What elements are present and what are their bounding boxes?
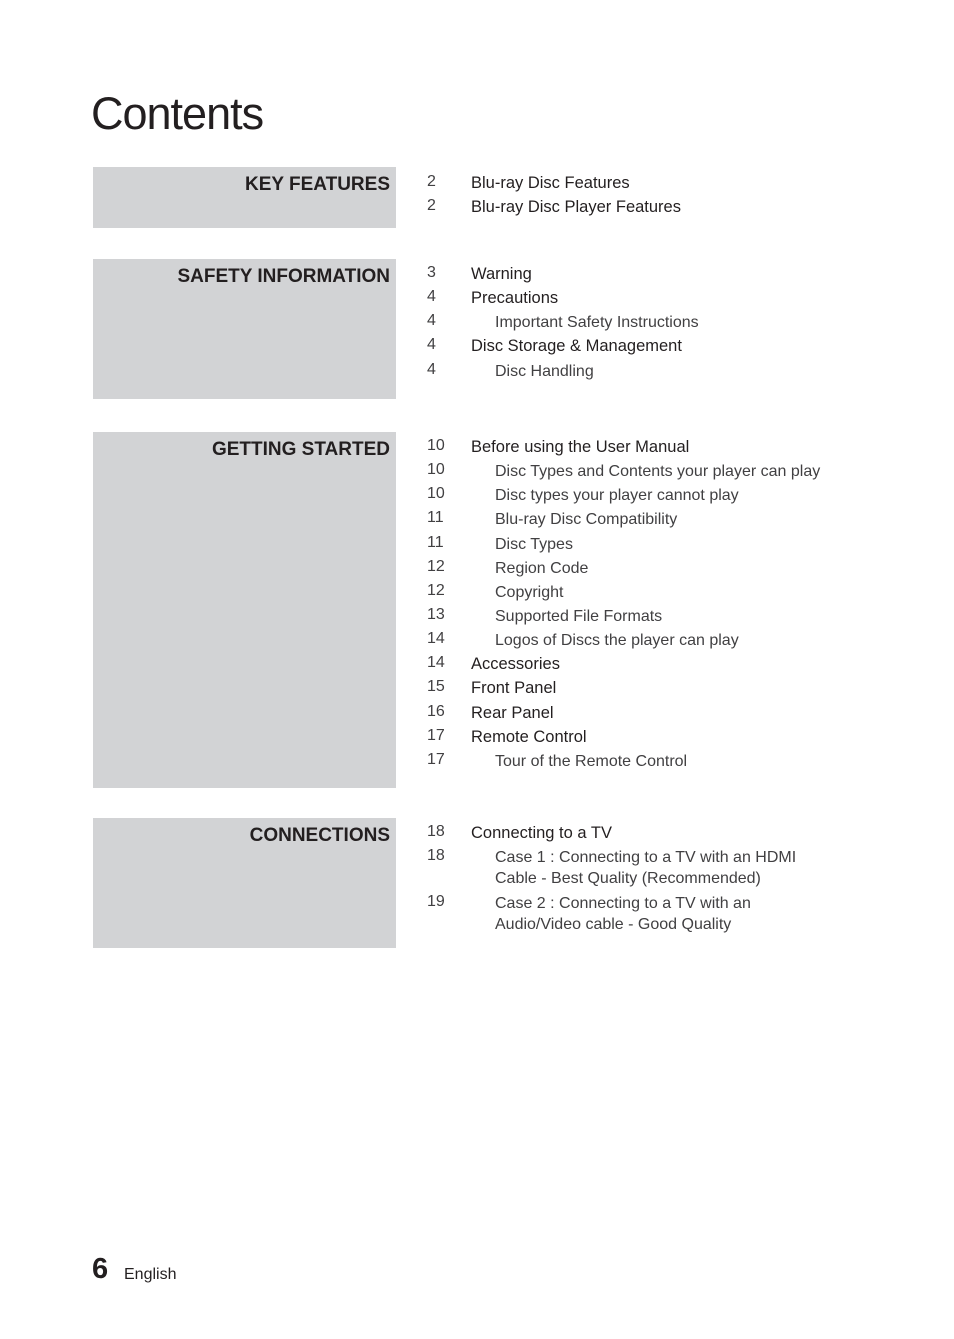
toc-title: Precautions: [471, 289, 559, 308]
toc-list-key-features: [427, 173, 847, 221]
toc-page-number: 17: [427, 750, 445, 768]
toc-entry[interactable]: [427, 582, 847, 606]
toc-page-number: 4: [427, 312, 436, 330]
toc-title: Rear Panel: [471, 703, 554, 722]
toc-page-number: 10: [427, 485, 445, 503]
toc-title: Supported File Formats: [495, 607, 663, 625]
toc-page-number: 13: [427, 605, 445, 623]
toc-title: Disc types your player cannot play: [495, 487, 739, 505]
toc-title: Blu-ray Disc Compatibility: [495, 511, 678, 529]
toc-entry[interactable]: [427, 509, 847, 533]
toc-entry[interactable]: [427, 485, 847, 509]
toc-title: Logos of Discs the player can play: [495, 632, 739, 650]
toc-title: Blu-ray Disc Player Features: [471, 198, 681, 217]
page-title: Contents: [91, 88, 264, 139]
toc-page-number: 17: [427, 726, 445, 744]
toc-page-number: 2: [427, 197, 436, 215]
toc-page-number: 4: [427, 288, 436, 306]
toc-entry[interactable]: [427, 893, 847, 939]
toc-entry[interactable]: [427, 197, 847, 221]
toc-entry[interactable]: [427, 534, 847, 558]
toc-page-number: 4: [427, 336, 436, 354]
toc-entry[interactable]: [427, 703, 847, 727]
toc-page-number: 14: [427, 630, 445, 648]
toc-title: Blu-ray Disc Features: [471, 174, 630, 192]
toc-entry[interactable]: [427, 727, 847, 751]
toc-entry[interactable]: [427, 437, 847, 461]
toc-page-number: 19: [427, 893, 445, 911]
toc-entry[interactable]: [427, 264, 847, 288]
toc-page-number: 10: [427, 437, 445, 454]
toc-entry[interactable]: [427, 361, 847, 385]
section-heading: KEY FEATURES: [245, 174, 390, 195]
toc-entry[interactable]: [427, 461, 847, 485]
toc-title: Case 1 : Connecting to a TV with an HDMI Cable - Best Quality (Recommended): [495, 849, 797, 888]
toc-title: Connecting to a TV: [471, 824, 612, 842]
toc-entry[interactable]: [427, 312, 847, 336]
toc-title: Before using the User Manual: [471, 438, 690, 456]
toc-page-number: 10: [427, 461, 445, 479]
footer-page-number: 6: [92, 1253, 109, 1285]
toc-title: Disc Types: [495, 535, 573, 553]
toc-title: Case 2 : Connecting to a TV with an Audio/Video cable - Good Quality: [495, 895, 751, 934]
toc-list-getting-started: [427, 437, 847, 775]
toc-list-connections: [427, 823, 847, 939]
toc-entry[interactable]: [427, 336, 847, 360]
footer-language: English: [124, 1266, 177, 1283]
toc-entry[interactable]: [427, 173, 847, 197]
toc-entry[interactable]: [427, 630, 847, 654]
section-heading: SAFETY INFORMATION: [177, 266, 390, 287]
toc-page-number: 4: [427, 360, 436, 378]
toc-page-number: 14: [427, 654, 445, 672]
toc-title: Copyright: [495, 583, 564, 601]
toc-entry[interactable]: [427, 558, 847, 582]
toc-title: Warning: [471, 265, 532, 283]
section-safety-information: [93, 259, 396, 399]
section-heading: GETTING STARTED: [211, 439, 390, 460]
toc-entry[interactable]: [427, 678, 847, 702]
toc-entry[interactable]: [427, 847, 847, 893]
toc-entry[interactable]: [427, 823, 847, 847]
toc-page-number: 18: [427, 823, 445, 840]
toc-title: Disc Handling: [495, 362, 594, 380]
section-getting-started: [93, 432, 396, 788]
toc-entry[interactable]: [427, 288, 847, 312]
toc-title: Disc Types and Contents your player can play: [495, 463, 821, 481]
toc-title: Tour of the Remote Control: [495, 752, 688, 770]
toc-page-number: 3: [427, 264, 436, 281]
toc-title: Region Code: [495, 559, 589, 577]
toc-page-number: 11: [427, 509, 444, 527]
toc-page-number: 2: [427, 173, 436, 190]
toc-entry[interactable]: [427, 654, 847, 678]
toc-entry[interactable]: [427, 606, 847, 630]
toc-title: Accessories: [471, 655, 560, 674]
toc-page-number: 15: [427, 678, 445, 696]
toc-page-number: 12: [427, 581, 445, 599]
toc-title: Disc Storage & Management: [471, 337, 682, 356]
toc-title: Remote Control: [471, 727, 587, 746]
toc-page-number: 12: [427, 557, 445, 575]
toc-title: Front Panel: [471, 679, 557, 698]
section-heading: CONNECTIONS: [249, 825, 390, 846]
toc-list-safety-information: [427, 264, 847, 385]
toc-title: Important Safety Instructions: [495, 314, 699, 332]
toc-page-number: 18: [427, 847, 445, 865]
section-key-features: [93, 167, 396, 228]
toc-entry[interactable]: [427, 751, 847, 775]
toc-page-number: 16: [427, 702, 445, 720]
section-connections: [93, 818, 396, 948]
toc-page-number: 11: [427, 533, 444, 551]
